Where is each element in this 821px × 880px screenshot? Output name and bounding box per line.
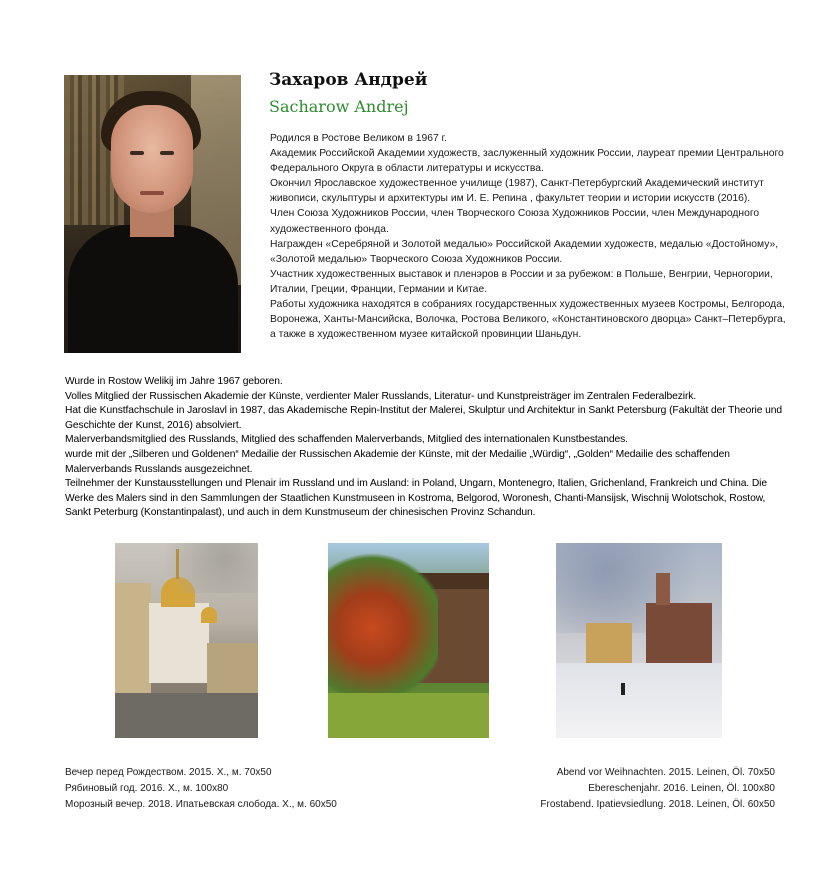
caption-ru: Вечер перед Рождеством. 2015. Х., м. 70х50 xyxy=(65,767,272,778)
portrait-eye-left xyxy=(130,151,144,155)
bio-de-paragraph: Wurde in Rostow Welikij im Jahre 1967 geboren. xyxy=(65,376,283,387)
painting-frosty-evening xyxy=(556,543,722,738)
caption-ru: Рябиновый год. 2016. Х., м. 100х80 xyxy=(65,783,229,794)
biography-german xyxy=(65,375,785,521)
bio-de-paragraph: wurde mit der „Silberen und Goldenen“ Medailie der Russischen Akademie der Künste, mit der Medailie „Würdig“, „Golden“ Medailie des schaffenden Malerverbands Russlands ausgezeichnet. xyxy=(65,448,730,475)
painting-rowan-year xyxy=(328,543,489,738)
bio-ru-paragraph: Академик Российской Академии художеств, заслуженный художник России, лауреат премии Центрального Федерального Округа в области литературы и искусства. xyxy=(270,148,784,175)
painting-small-dome xyxy=(201,607,217,623)
bio-ru-paragraph: Участник художественных выставок и пленэров в России и за рубежом: в Польше, Венгрии, Черногории, Италии, Греции, Франции, Германии и Китае. xyxy=(270,268,773,295)
caption-de: Frostabend. Ipatievsiedlung. 2018. Leinen, Öl. 60x50 xyxy=(540,799,775,810)
painting-church-tower xyxy=(656,573,670,605)
painting-rowan-tree xyxy=(328,553,438,703)
bio-de-paragraph: Malerverbandsmitglied des Russlands, Mitglied des schaffenden Malerverbands, Mitglied des internationalen Kunstbestandes. xyxy=(65,434,628,446)
painting-grass xyxy=(328,693,489,738)
portrait-face xyxy=(111,105,193,213)
bio-ru-paragraph: Работы художника находятся в собраниях государственных художественных музеев Костромы, Белгорода, Воронежа, Ханты-Мансийска, Волочка, Ростова Великого, «Константиновского дворца» Санкт–Петербурга, а также в художественном музее китайской провинции Шаньдун. xyxy=(270,299,786,341)
bio-ru-paragraph: Награжден «Серебряной и Золотой медалью» Российской Академии художеств, медалью «Достойному», «Золотой медалью» Творческого Союза Художников России. xyxy=(270,238,779,265)
painting-bare-trees xyxy=(145,543,258,593)
artist-portrait-photo xyxy=(64,75,241,353)
painting-cathedral xyxy=(149,603,209,683)
bio-de-paragraph: Volles Mitglied der Russischen Akademie der Künste, verdienter Maler Russlands, Literatur- und Kunstpreisträger im Zentralen Federalbezirk. xyxy=(65,390,697,402)
painting-wooden-church xyxy=(646,603,712,663)
portrait-mouth xyxy=(140,191,164,195)
bio-de-paragraph: Hat die Kunstfachschule in Jaroslavl in 1987, das Akademische Repin-Institut der Malerei, Skulptur und Architektur in Sankt Petersburg (Fakultät der Theorie und Geschichte der Kunst, 2016) absolviert. xyxy=(65,405,782,431)
portrait-shirt xyxy=(68,225,238,353)
portrait-eye-right xyxy=(160,151,174,155)
caption-ru: Морозный вечер. 2018. Ипатьевская слобода. Х., м. 60х50 xyxy=(65,799,337,810)
painting-figure xyxy=(621,683,625,695)
painting-christmas-eve xyxy=(115,543,258,738)
painting-small-building xyxy=(586,623,632,663)
bio-de-paragraph: Teilnehmer der Kunstausstellungen und Plenair im Russland und im Ausland: in Poland, Ungarn, Montenegro, Italien, Grichenland, Frankreich und China. Die Werke des Malers sind in den Sammlungen der Staatlichen Kunstmuseen in Kostroma, Belgorod, Woronesh, Chanti-Mansijsk, Wischnij Wolotschok, Rostow, Sankt Peterburg (Konstantinpalast), und auch in dem Kunstmuseum der chinesischen Provinz Schandun. xyxy=(65,478,767,519)
painting-street xyxy=(115,693,258,738)
biography-russian xyxy=(270,131,790,342)
painting-snow-field xyxy=(556,663,722,738)
artist-name-german: Sacharow Andrej xyxy=(269,97,409,116)
caption-de: Abend vor Weihnachten. 2015. Leinen, Öl. 70x50 xyxy=(556,767,775,778)
bio-ru-paragraph: Окончил Ярославское художественное училище (1987), Санкт-Петербургский Академический институт живописи, скульптуры и архитектуры им И. Е. Репина , факультет теории и истории искусств (2016). xyxy=(270,178,764,205)
bio-ru-paragraph: Родился в Ростове Великом в 1967 г. xyxy=(270,133,447,144)
captions-german xyxy=(540,765,775,813)
caption-de: Ebereschenjahr. 2016. Leinen, Öl. 100x80 xyxy=(588,783,775,794)
artist-name-russian: Захаров Андрей xyxy=(269,70,428,90)
captions-russian xyxy=(65,765,337,813)
bio-ru-paragraph: Член Союза Художников России, член Творческого Союза Художников России, член Международного художественного фонда. xyxy=(270,208,760,235)
